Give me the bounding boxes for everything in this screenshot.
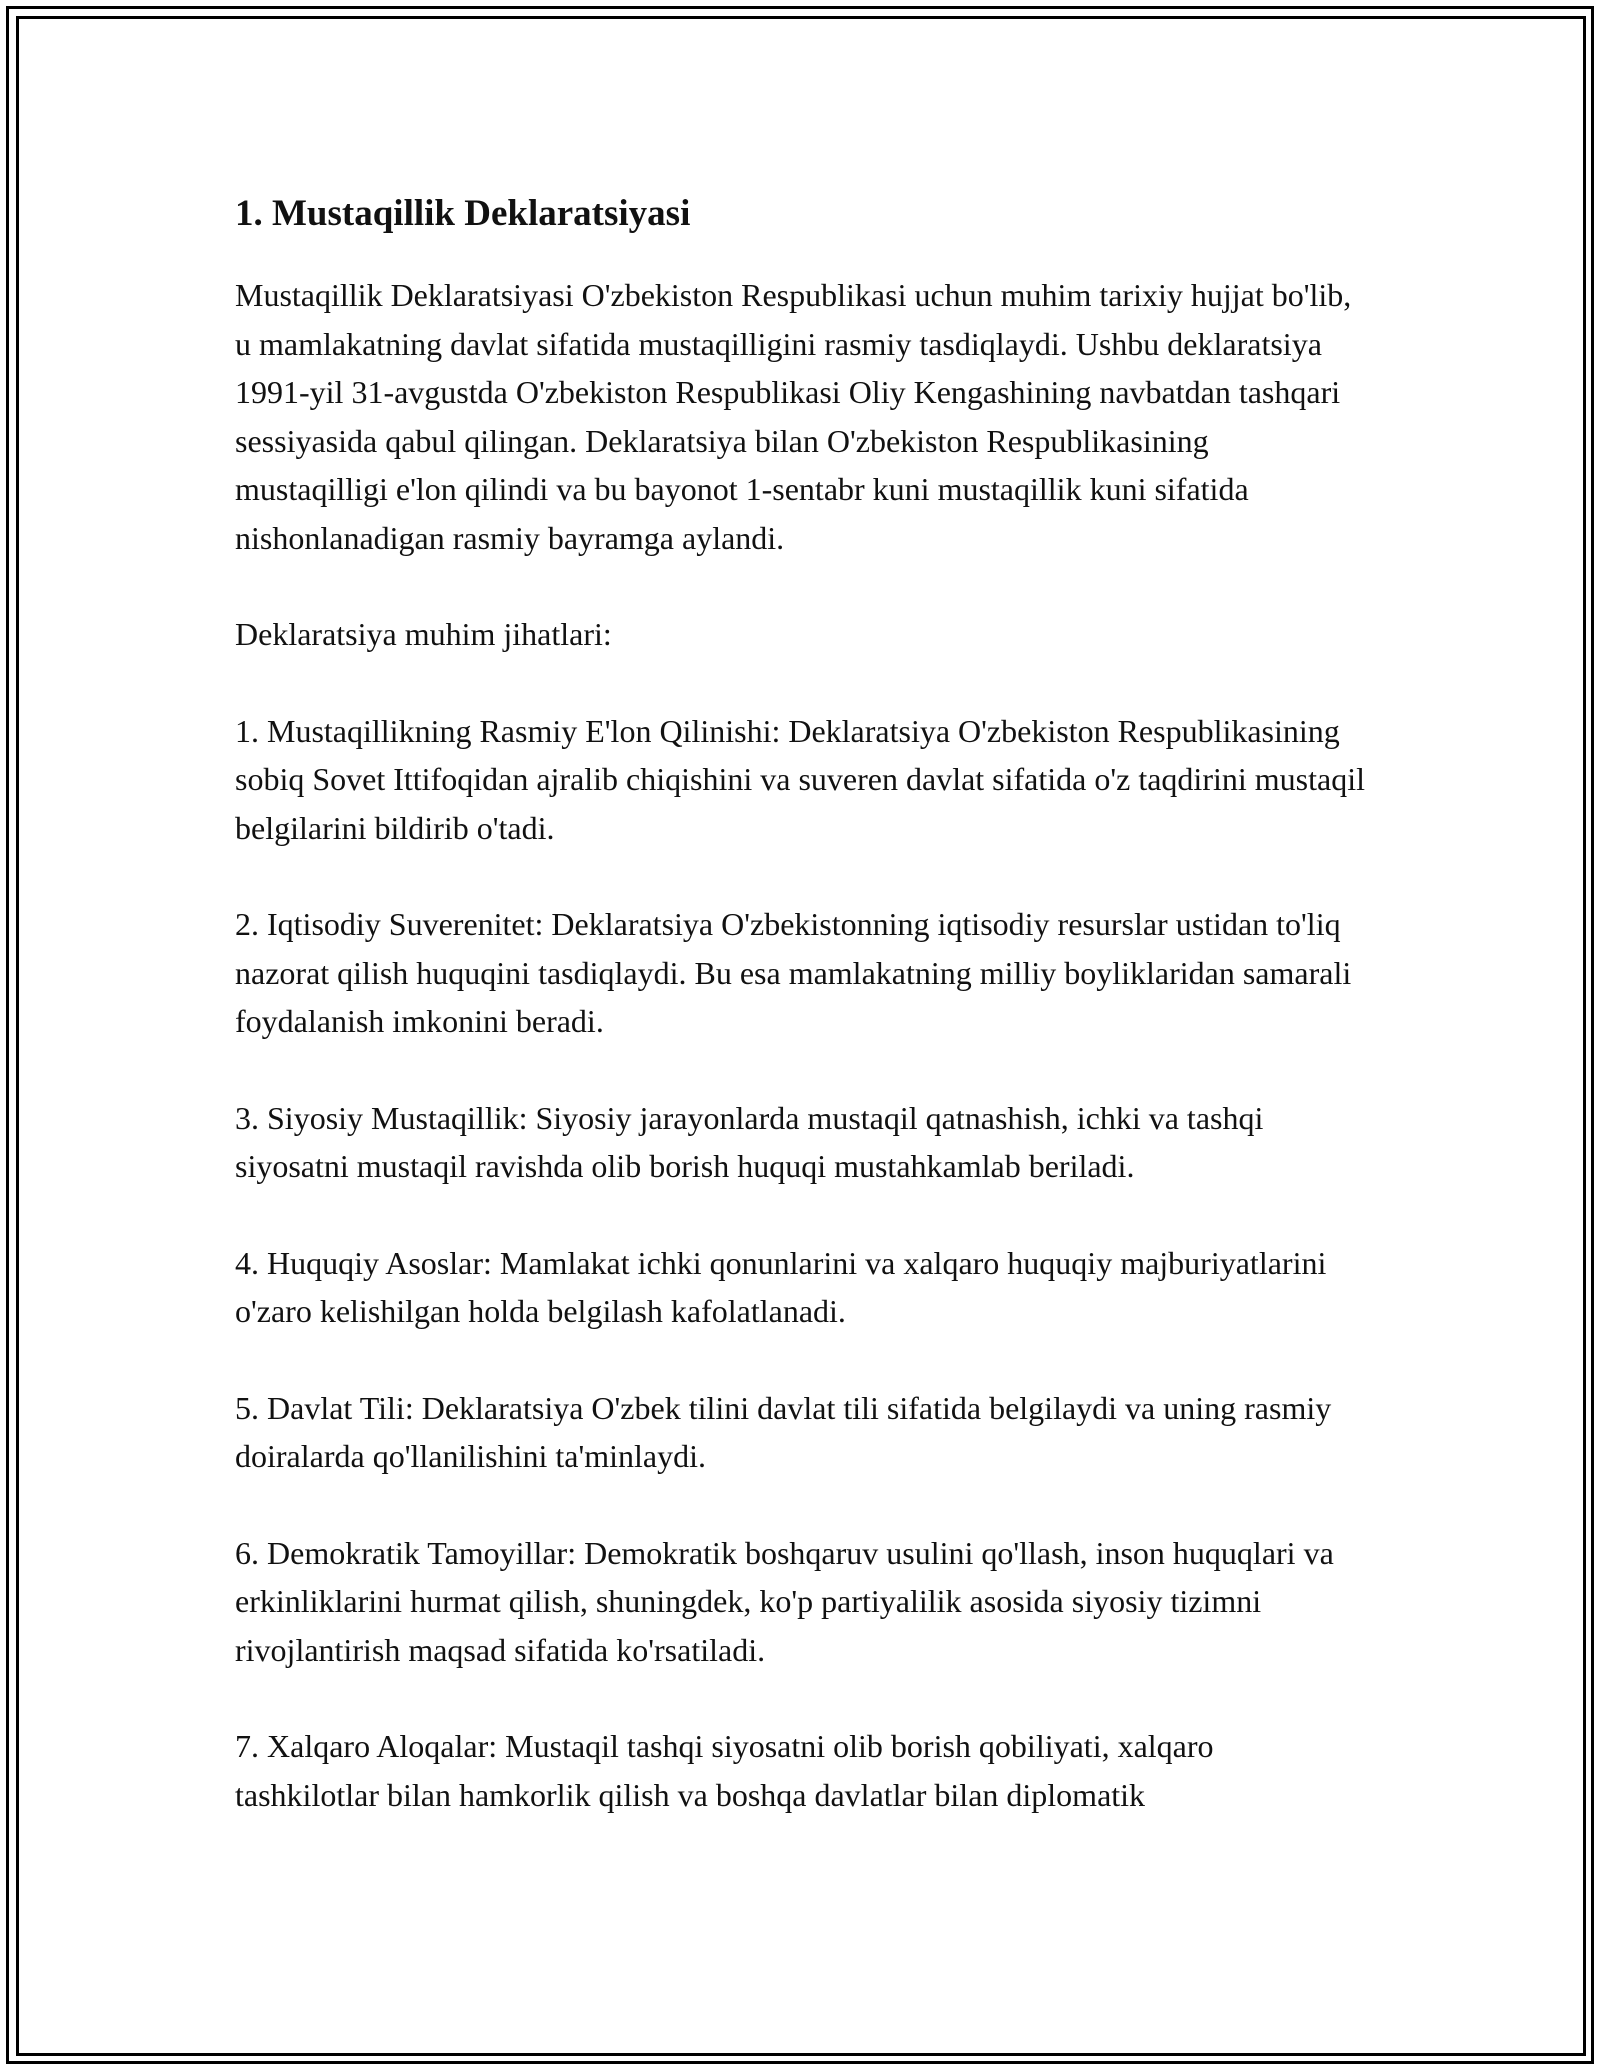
aspect-item: 1. Mustaqillikning Rasmiy E'lon Qilinishi: Deklaratsiya O'zbekiston Respublikasining sobiq Sovet Ittifoqidan ajralib chiqishini va suveren davlat sifatida o'z taqdirini mustaqil belgilarini bildirib o'tadi. <box>235 712 1365 846</box>
aspects-label: Deklaratsiya muhim jihatlari: <box>235 616 612 652</box>
aspect-item: 3. Siyosiy Mustaqillik: Siyosiy jarayonlarda mustaqil qatnashish, ichki va tashqi siyosatni mustaqil ravishda olib borish huquqi mustahkamlab beriladi. <box>235 1099 1264 1184</box>
aspect-item: 5. Davlat Tili: Deklaratsiya O'zbek tilini davlat tili sifatida belgilaydi va uning rasmiy doiralarda qo'llanilishini ta'minlaydi. <box>235 1389 1332 1474</box>
intro-paragraph: Mustaqillik Deklaratsiyasi O'zbekiston Respublikasi uchun muhim tarixiy hujjat bo'lib, u mamlakatning davlat sifatida mustaqilligini rasmiy tasdiqlaydi. Ushbu deklaratsiya 1991-yil 31-avgustda O'zbekiston Respublikasi Oliy Kengashining navbatdan tashqari sessiyasida qabul qilingan. Deklaratsiya bilan O'zbekiston Respublikasining mustaqilligi e'lon qilindi va bu bayonot 1-sentabr kuni mustaqillik kuni sifatida nishonlanadigan rasmiy bayramga aylandi. <box>235 277 1352 556</box>
aspect-item: 6. Demokratik Tamoyillar: Demokratik boshqaruv usulini qo'llash, inson huquqlari va erkinliklarini hurmat qilish, shuningdek, ko'p partiyalilik asosida siyosiy tizimni rivojlantirish maqsad sifatida ko'rsatiladi. <box>235 1534 1334 1668</box>
document-body <box>235 185 1365 1819</box>
aspect-item: 4. Huquqiy Asoslar: Mamlakat ichki qonunlarini va xalqaro huquqiy majburiyatlarini o'zaro kelishilgan holda belgilash kafolatlanadi. <box>235 1244 1327 1329</box>
aspect-item: 7. Xalqaro Aloqalar: Mustaqil tashqi siyosatni olib borish qobiliyati, xalqaro tashkilotlar bilan hamkorlik qilish va boshqa davlatlar bilan diplomatik <box>235 1728 1214 1813</box>
section-heading: 1. Mustaqillik Deklaratsiyasi <box>235 193 691 234</box>
aspect-item: 2. Iqtisodiy Suverenitet: Deklaratsiya O'zbekistonning iqtisodiy resurslar ustidan to'liq nazorat qilish huquqini tasdiqlaydi. Bu esa mamlakatning milliy boyliklaridan samarali foydalanish imkonini beradi. <box>235 906 1352 1039</box>
